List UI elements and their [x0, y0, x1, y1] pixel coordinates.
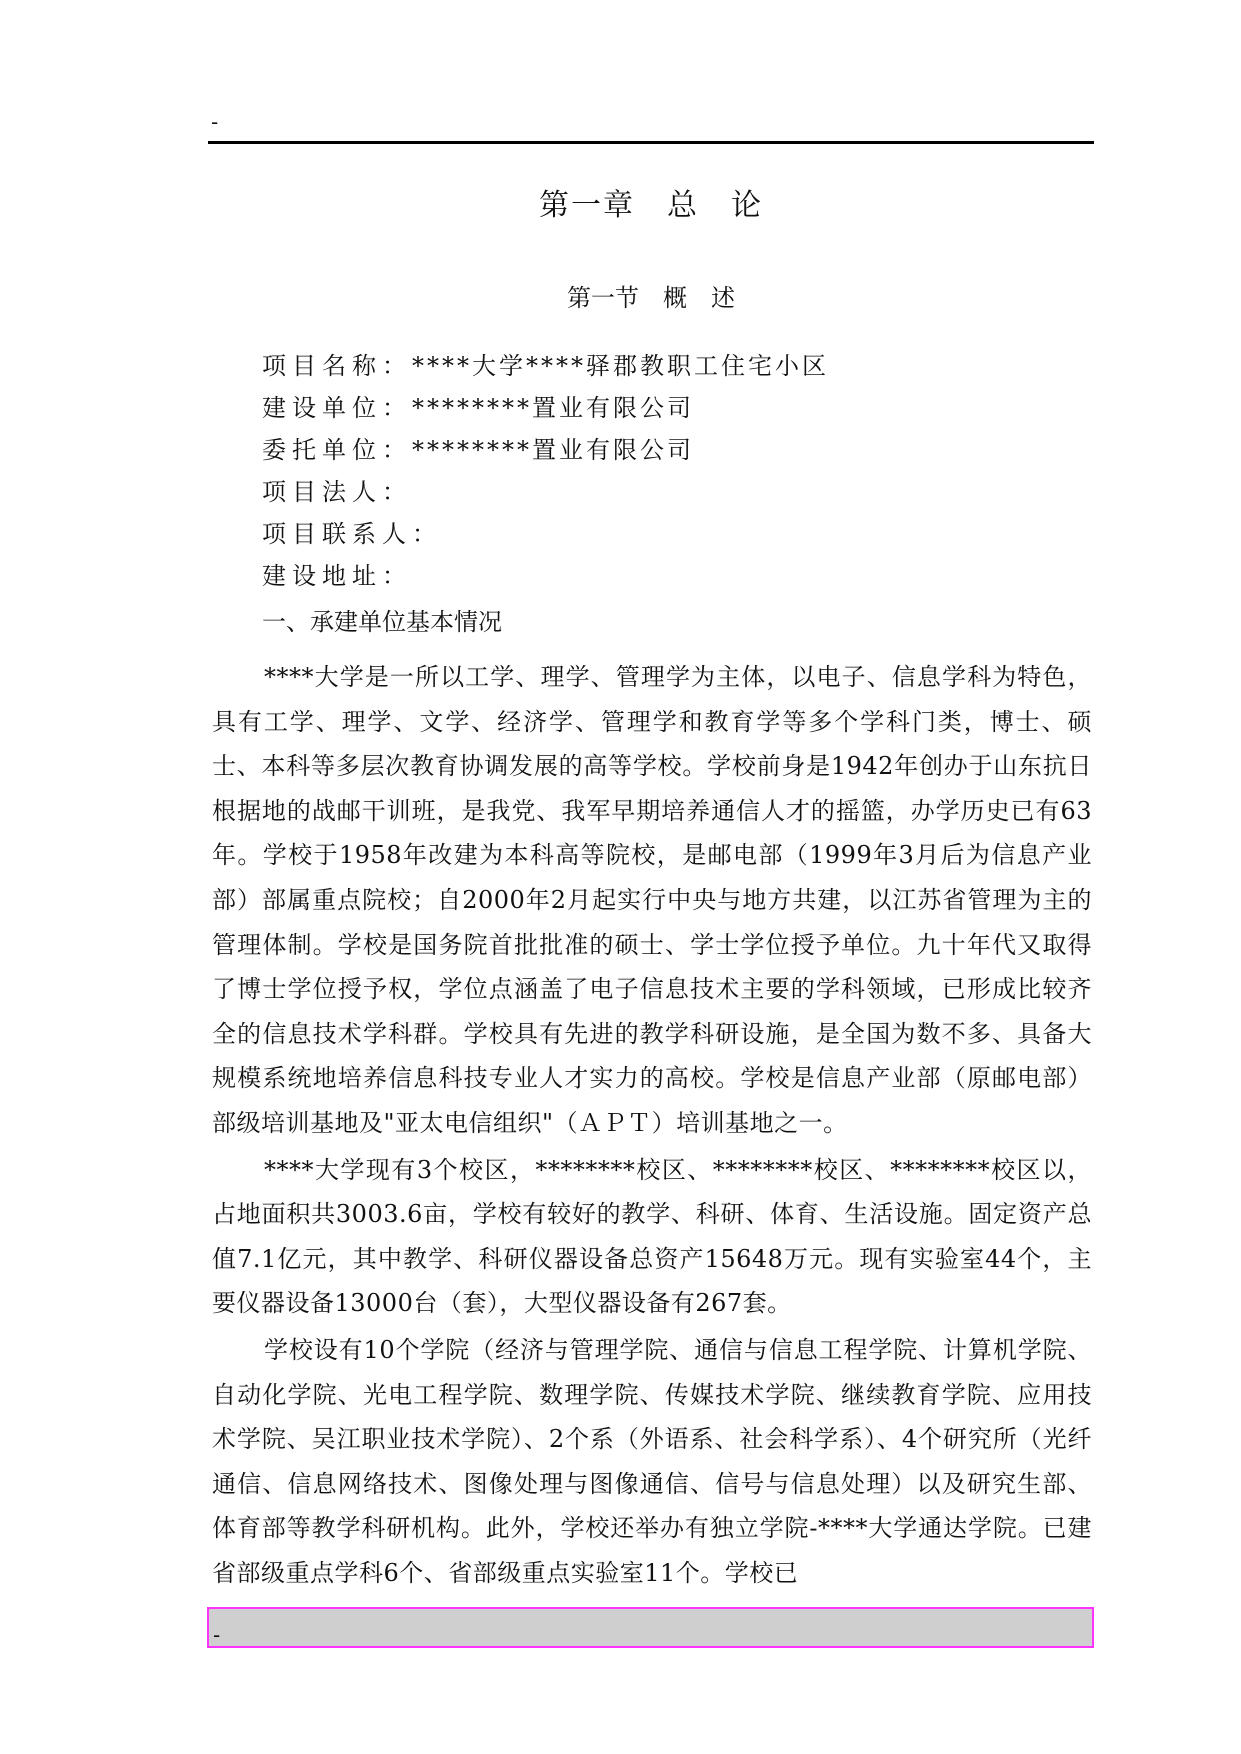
- info-item-contact: [262, 513, 829, 555]
- body-text: [212, 655, 1092, 1597]
- chapter-title: 第一章 总 论: [539, 188, 763, 223]
- info-item-address: [262, 555, 829, 597]
- header-mark: -: [211, 110, 219, 134]
- paragraph: 学校设有10个学院（经济与管理学院、通信与信息工程学院、计算机学院、自动化学院、光电工程学院、数理学院、传媒技术学院、继续教育学院、应用技术学院、吴江职业技术学院）、2个系（外语系、社会科学系）、4个研究所（光纤通信、信息网络技术、图像处理与图像通信、信号与信息处理）以及研究生部、体育部等教学科研机构。此外，学校还举办有独立学院-****大学通达学院。已建省部级重点学科6个、省部级重点实验室11个。学校已: [212, 1335, 1092, 1587]
- section-title: 第一节 概 述: [567, 284, 735, 312]
- info-item-client: [262, 429, 829, 471]
- header-rule: [208, 141, 1094, 144]
- footer-bar: [207, 1607, 1094, 1648]
- info-label: 委托单位：: [262, 436, 412, 464]
- info-value: ****大学****驿郡教职工住宅小区: [412, 352, 829, 380]
- subheading: 一、承建单位基本情况: [262, 608, 502, 636]
- info-item-builder: [262, 387, 829, 429]
- info-value: ********置业有限公司: [412, 394, 694, 422]
- info-label: 项目联系人：: [262, 520, 442, 548]
- info-label: 建设地址：: [262, 562, 412, 590]
- info-label: 建设单位：: [262, 394, 412, 422]
- info-value: ********置业有限公司: [412, 436, 694, 464]
- paragraph: ****大学是一所以工学、理学、管理学为主体，以电子、信息学科为特色，具有工学、理学、文学、经济学、管理学和教育学等多个学科门类，博士、硕士、本科等多层次教育协调发展的高等学校。学校前身是1942年创办于山东抗日根据地的战邮干训班，是我党、我军早期培养通信人才的摇篮，办学历史已有63年。学校于1958年改建为本科高等院校，是邮电部（1999年3月后为信息产业部）部属重点院校；自2000年2月起实行中央与地方共建，以江苏省管理为主的管理体制。学校是国务院首批批准的硕士、学士学位授予单位。九十年代又取得了博士学位授予权，学位点涵盖了电子信息技术主要的学科领域，已形成比较齐全的信息技术学科群。学校具有先进的教学科研设施，是全国为数不多、具备大规模系统地培养信息科技专业人才实力的高校。学校是信息产业部（原邮电部）部级培训基地及"亚太电信组织"（ＡＰＴ）培训基地之一。: [212, 663, 1092, 1137]
- info-label: 项目名称：: [262, 352, 412, 380]
- project-info-list: [262, 345, 829, 597]
- info-item-project-name: [262, 345, 829, 387]
- info-item-legal-person: [262, 471, 829, 513]
- paragraph: ****大学现有3个校区，********校区、********校区、********校区以，占地面积共3003.6亩，学校有较好的教学、科研、体育、生活设施。固定资产总值7.1亿元，其中教学、科研仪器设备总资产15648万元。现有实验室44个，主要仪器设备13000台（套），大型仪器设备有267套。: [212, 1155, 1092, 1318]
- footer-mark: -: [213, 1623, 221, 1647]
- info-label: 项目法人：: [262, 478, 412, 506]
